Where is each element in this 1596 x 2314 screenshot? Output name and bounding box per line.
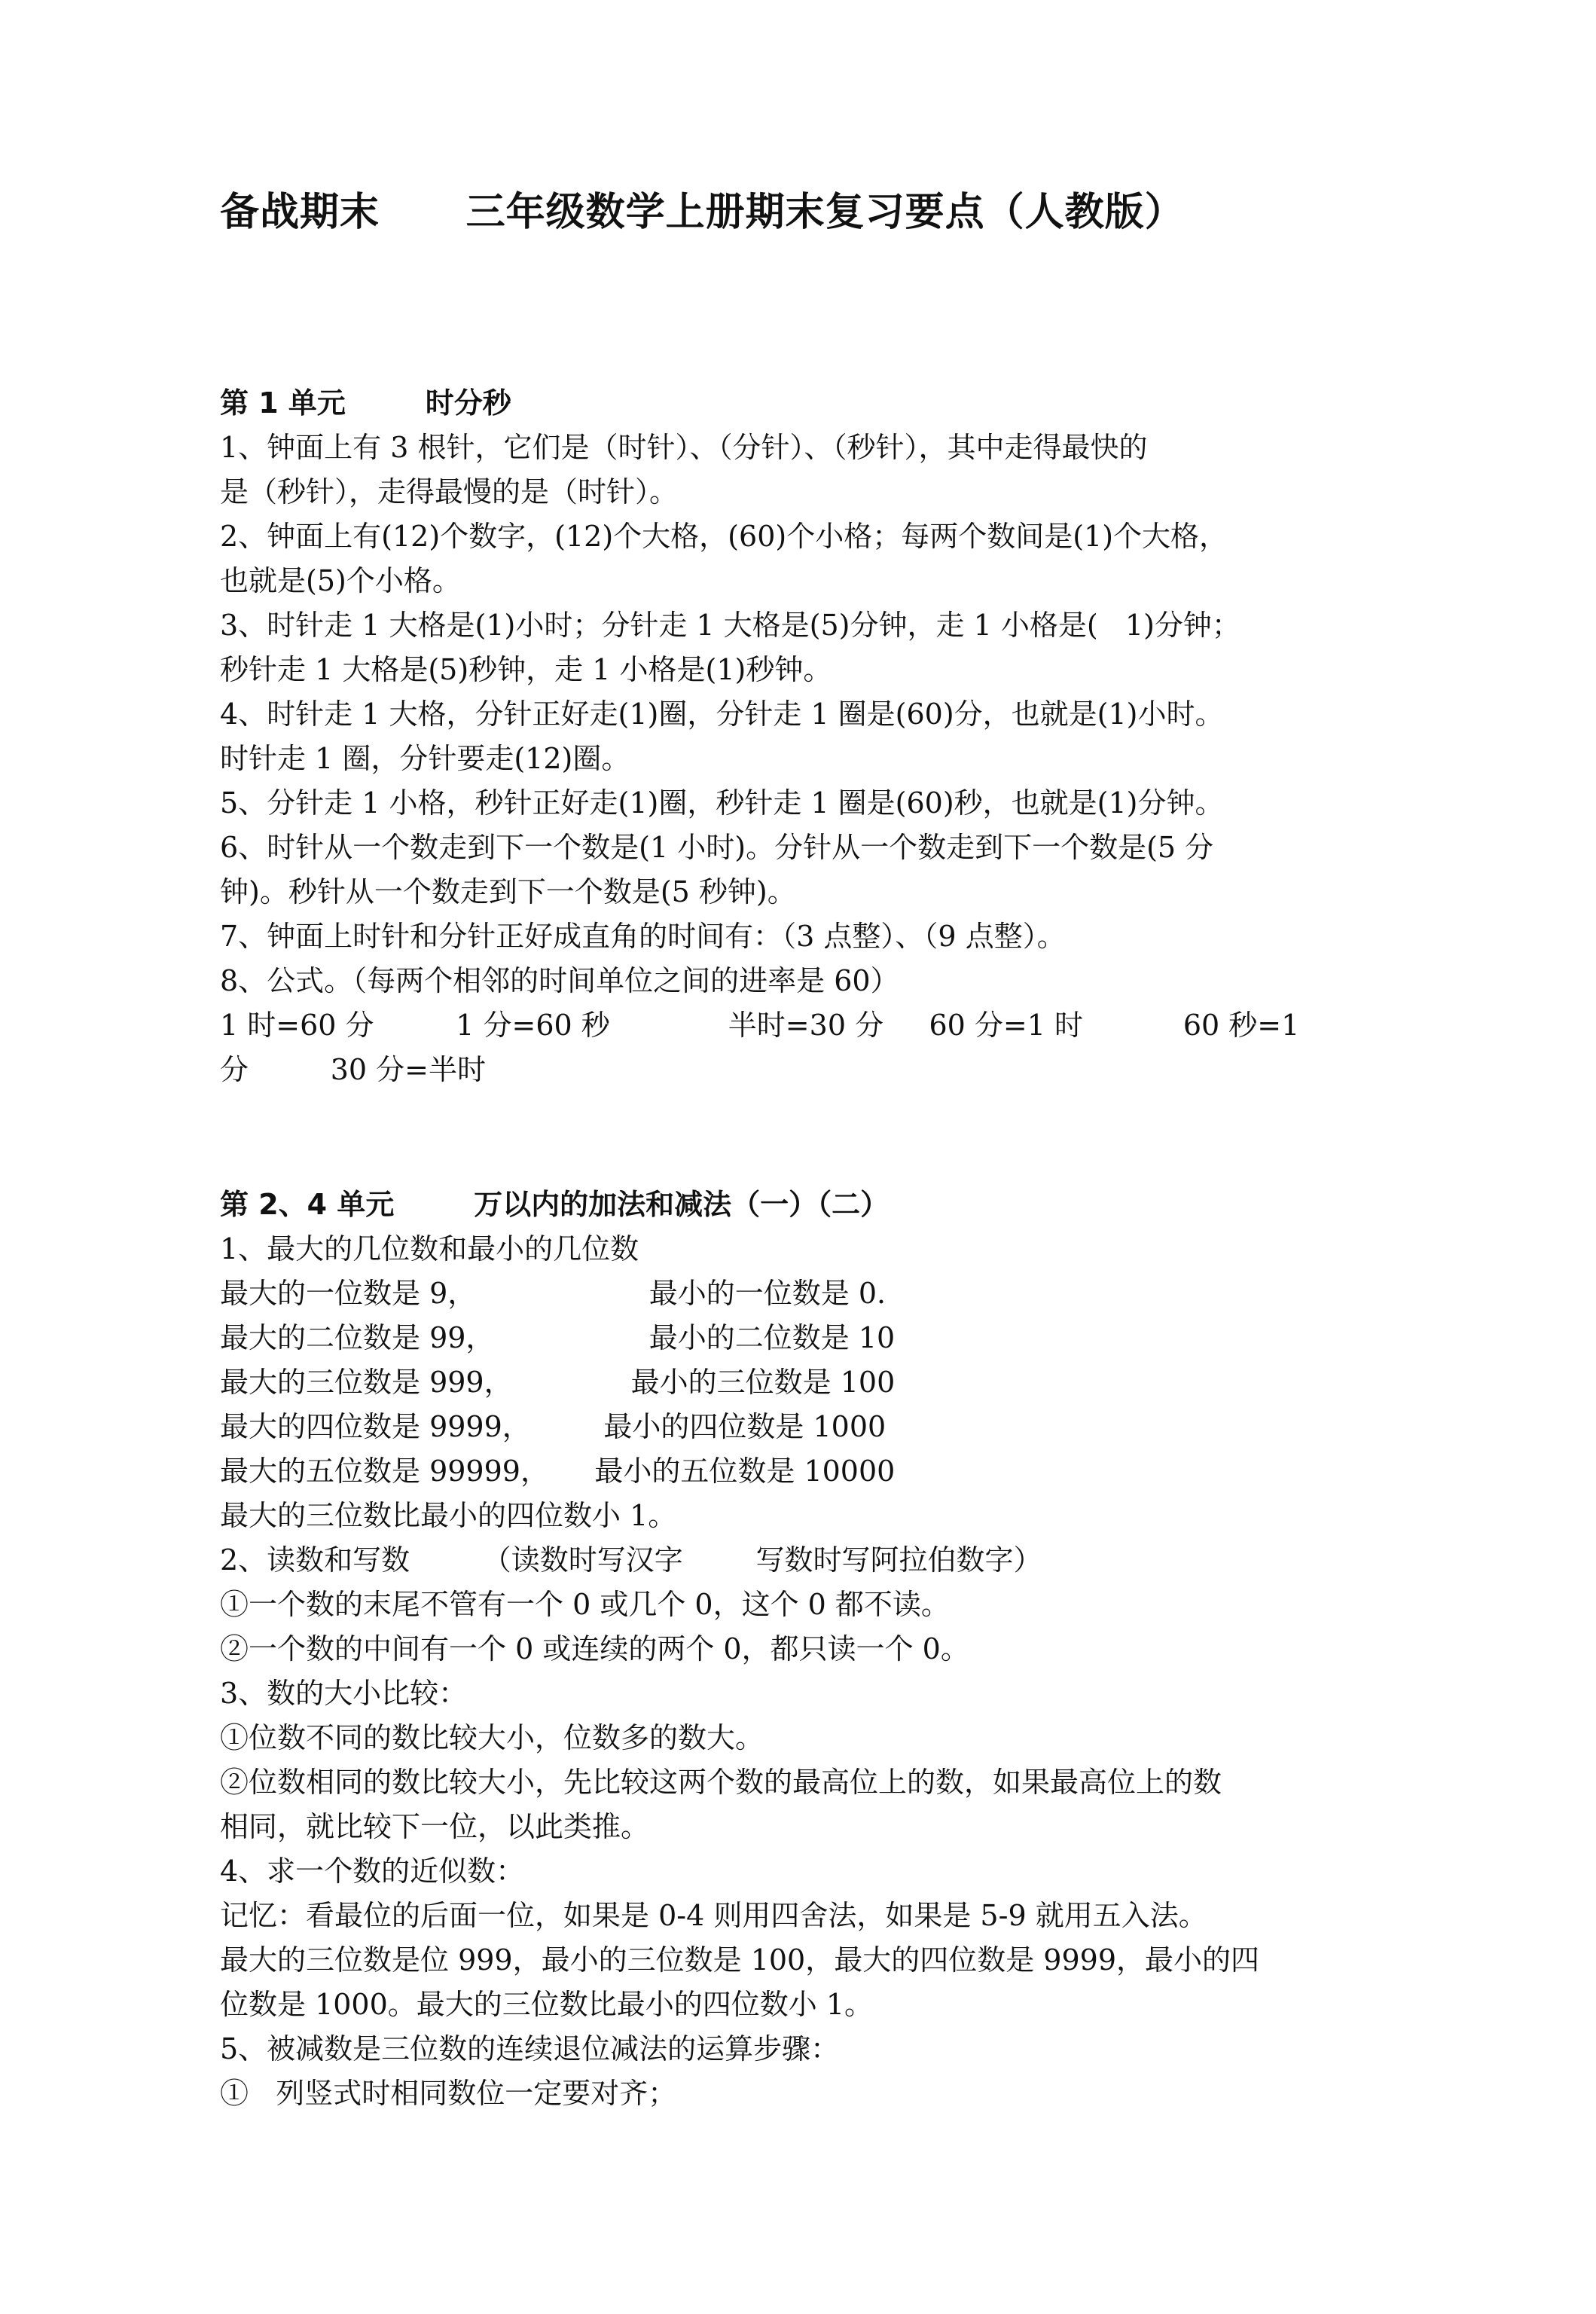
text-line: 1、最大的几位数和最小的几位数 [220, 1232, 639, 1265]
text-line: 4、时针走 1 大格，分针正好走(1)圈，分针走 1 圈是(60)分，也就是(1)小时。 [220, 698, 1224, 731]
text-line: 4、求一个数的近似数： [220, 1855, 525, 1888]
text-line: 钟)。秒针从一个数走到下一个数是(5 秒钟)。 [220, 875, 796, 908]
text-line: 也就是(5)个小格。 [220, 564, 461, 597]
section-unit-1 [220, 381, 1425, 1092]
text-line: 8、公式。（每两个相邻的时间单位之间的进率是 60） [220, 964, 899, 997]
text-line: 1、钟面上有 3 根针，它们是（时针）、（分针）、（秒针），其中走得最快的 [220, 431, 1148, 464]
text-line: 5、分针走 1 小格，秒针正好走(1)圈，秒针走 1 圈是(60)秒，也就是(1)分钟。 [220, 786, 1224, 820]
text-line: 3、数的大小比较： [220, 1677, 468, 1710]
text-line: 位数是 1000。最大的三位数比最小的四位数小 1。 [220, 1988, 874, 2021]
text-line: 最大的三位数是位 999，最小的三位数是 100，最大的四位数是 9999，最小的四 [220, 1943, 1260, 1977]
text-line: 5、被减数是三位数的连续退位减法的运算步骤： [220, 2032, 840, 2065]
text-line: 秒针走 1 大格是(5)秒钟，走 1 小格是(1)秒钟。 [220, 653, 832, 686]
text-line: 是（秒针），走得最慢的是（时针）。 [220, 475, 679, 508]
text-line: 相同，就比较下一位，以此类推。 [220, 1810, 650, 1843]
formula-line: 1 时=60 分 1 分=60 秒 半时=30 分 60 分=1 时 60 秒=1 [220, 1009, 1300, 1042]
section-unit-2-4 [220, 1183, 1425, 2116]
text-line: 2、读数和写数 （读数时写汉字 写数时写阿拉伯数字） [220, 1543, 1042, 1577]
text-line: ① 列竖式时相同数位一定要对齐； [220, 2077, 677, 2110]
text-line: ②位数相同的数比较大小，先比较这两个数的最高位上的数，如果最高位上的数 [220, 1766, 1222, 1799]
text-line: 最大的五位数是 99999， 最小的五位数是 10000 [220, 1455, 896, 1488]
text-line: 3、时针走 1 大格是(1)小时；分针走 1 大格是(5)分钟，走 1 小格是( 1)分钟； [220, 609, 1240, 642]
text-line: 最大的四位数是 9999， 最小的四位数是 1000 [220, 1410, 886, 1443]
section-heading: 第 2、4 单元 万以内的加法和减法（一）（二） [220, 1188, 890, 1221]
text-line: 6、时针从一个数走到下一个数是(1 小时)。分针从一个数走到下一个数是(5 分 [220, 831, 1214, 864]
document-title: 备战期末 三年级数学上册期末复习要点（人教版） [220, 190, 1185, 235]
text-line: ①一个数的末尾不管有一个 0 或几个 0，这个 0 都不读。 [220, 1588, 950, 1621]
text-line: 2、钟面上有(12)个数字，(12)个大格，(60)个小格；每两个数间是(1)个大格， [220, 520, 1228, 553]
text-line: 时针走 1 圈，分针要走(12)圈。 [220, 742, 630, 775]
text-line: 最大的三位数比最小的四位数小 1。 [220, 1499, 677, 1532]
text-line: 最大的一位数是 9， 最小的一位数是 0. [220, 1277, 886, 1310]
text-line: ②一个数的中间有一个 0 或连续的两个 0，都只读一个 0。 [220, 1632, 969, 1665]
text-line: 7、钟面上时针和分针正好成直角的时间有：（3 点整）、（9 点整）。 [220, 920, 1066, 953]
text-line: 记忆：看最位的后面一位，如果是 0-4 则用四舍法，如果是 5-9 就用五入法。 [220, 1899, 1207, 1932]
formula-line: 分 30 分=半时 [220, 1053, 486, 1086]
text-line: 最大的三位数是 999， 最小的三位数是 100 [220, 1366, 896, 1399]
section-heading: 第 1 单元 时分秒 [220, 386, 511, 420]
text-line: ①位数不同的数比较大小，位数多的数大。 [220, 1721, 764, 1754]
text-line: 最大的二位数是 99， 最小的二位数是 10 [220, 1321, 896, 1354]
